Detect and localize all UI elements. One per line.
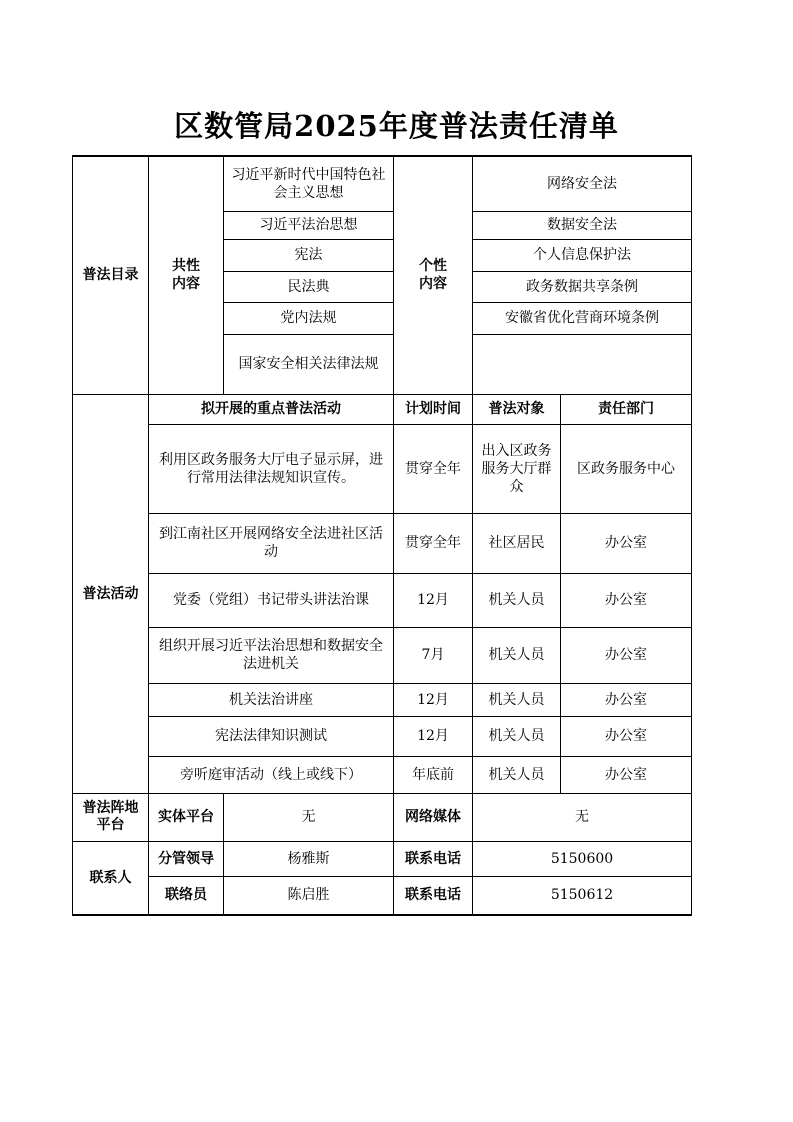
common-content-item: 习近平法治思想 <box>224 211 394 239</box>
header-time: 计划时间 <box>394 394 473 424</box>
activity-name: 机关法治讲座 <box>149 683 394 716</box>
specific-content-label: 个性 内容 <box>394 156 473 394</box>
online-media-value: 无 <box>473 793 692 841</box>
contact-phone: 5150600 <box>473 841 692 876</box>
contact-name: 陈启胜 <box>224 876 394 915</box>
activity-target: 机关人员 <box>473 756 561 793</box>
activity-name: 利用区政务服务大厅电子显示屏，进行常用法律法规知识宣传。 <box>149 424 394 513</box>
contact-role: 分管领导 <box>149 841 224 876</box>
activity-target: 出入区政务服务大厅群众 <box>473 424 561 513</box>
header-target: 普法对象 <box>473 394 561 424</box>
activity-time: 贯穿全年 <box>394 513 473 573</box>
specific-content-item: 网络安全法 <box>473 156 692 211</box>
common-content-item: 习近平新时代中国特色社会主义思想 <box>224 156 394 211</box>
specific-content-item <box>473 334 692 394</box>
activity-time: 贯穿全年 <box>394 424 473 513</box>
header-activity: 拟开展的重点普法活动 <box>149 394 394 424</box>
activity-name: 宪法法律知识测试 <box>149 716 394 756</box>
activity-name: 组织开展习近平法治思想和数据安全法进机关 <box>149 627 394 683</box>
activity-dept: 办公室 <box>561 513 692 573</box>
header-dept: 责任部门 <box>561 394 692 424</box>
activity-time: 12月 <box>394 573 473 627</box>
physical-platform-value: 无 <box>224 793 394 841</box>
common-content-item: 宪法 <box>224 239 394 271</box>
activity-target: 机关人员 <box>473 573 561 627</box>
contact-name: 杨雅斯 <box>224 841 394 876</box>
common-content-label: 共性 内容 <box>149 156 224 394</box>
contact-phone-label: 联系电话 <box>394 876 473 915</box>
activity-dept: 办公室 <box>561 573 692 627</box>
activity-target: 机关人员 <box>473 683 561 716</box>
activity-name: 旁听庭审活动（线上或线下） <box>149 756 394 793</box>
activity-name: 党委（党组）书记带头讲法治课 <box>149 573 394 627</box>
activity-dept: 办公室 <box>561 756 692 793</box>
contact-phone: 5150612 <box>473 876 692 915</box>
common-content-item: 民法典 <box>224 271 394 302</box>
activity-dept: 区政务服务中心 <box>561 424 692 513</box>
activity-time: 7月 <box>394 627 473 683</box>
activity-target: 机关人员 <box>473 627 561 683</box>
contacts-section-label: 联系人 <box>73 841 149 915</box>
catalog-section-label: 普法目录 <box>73 156 149 394</box>
platform-section-label: 普法阵地平台 <box>73 793 149 841</box>
specific-content-item: 安徽省优化营商环境条例 <box>473 302 692 334</box>
activity-name: 到江南社区开展网络安全法进社区活动 <box>149 513 394 573</box>
responsibility-table <box>72 155 692 916</box>
page-title: 区数管局2025年度普法责任清单 <box>174 109 619 143</box>
specific-content-item: 政务数据共享条例 <box>473 271 692 302</box>
specific-content-item: 个人信息保护法 <box>473 239 692 271</box>
activity-dept: 办公室 <box>561 627 692 683</box>
activity-target: 机关人员 <box>473 716 561 756</box>
activities-section-label: 普法活动 <box>73 394 149 793</box>
common-content-item: 国家安全相关法律法规 <box>224 334 394 394</box>
activity-dept: 办公室 <box>561 683 692 716</box>
common-content-item: 党内法规 <box>224 302 394 334</box>
contact-role: 联络员 <box>149 876 224 915</box>
physical-platform-label: 实体平台 <box>149 793 224 841</box>
contact-phone-label: 联系电话 <box>394 841 473 876</box>
activity-time: 12月 <box>394 716 473 756</box>
activity-time: 12月 <box>394 683 473 716</box>
activity-dept: 办公室 <box>561 716 692 756</box>
specific-content-item: 数据安全法 <box>473 211 692 239</box>
online-media-label: 网络媒体 <box>394 793 473 841</box>
activity-time: 年底前 <box>394 756 473 793</box>
activity-target: 社区居民 <box>473 513 561 573</box>
